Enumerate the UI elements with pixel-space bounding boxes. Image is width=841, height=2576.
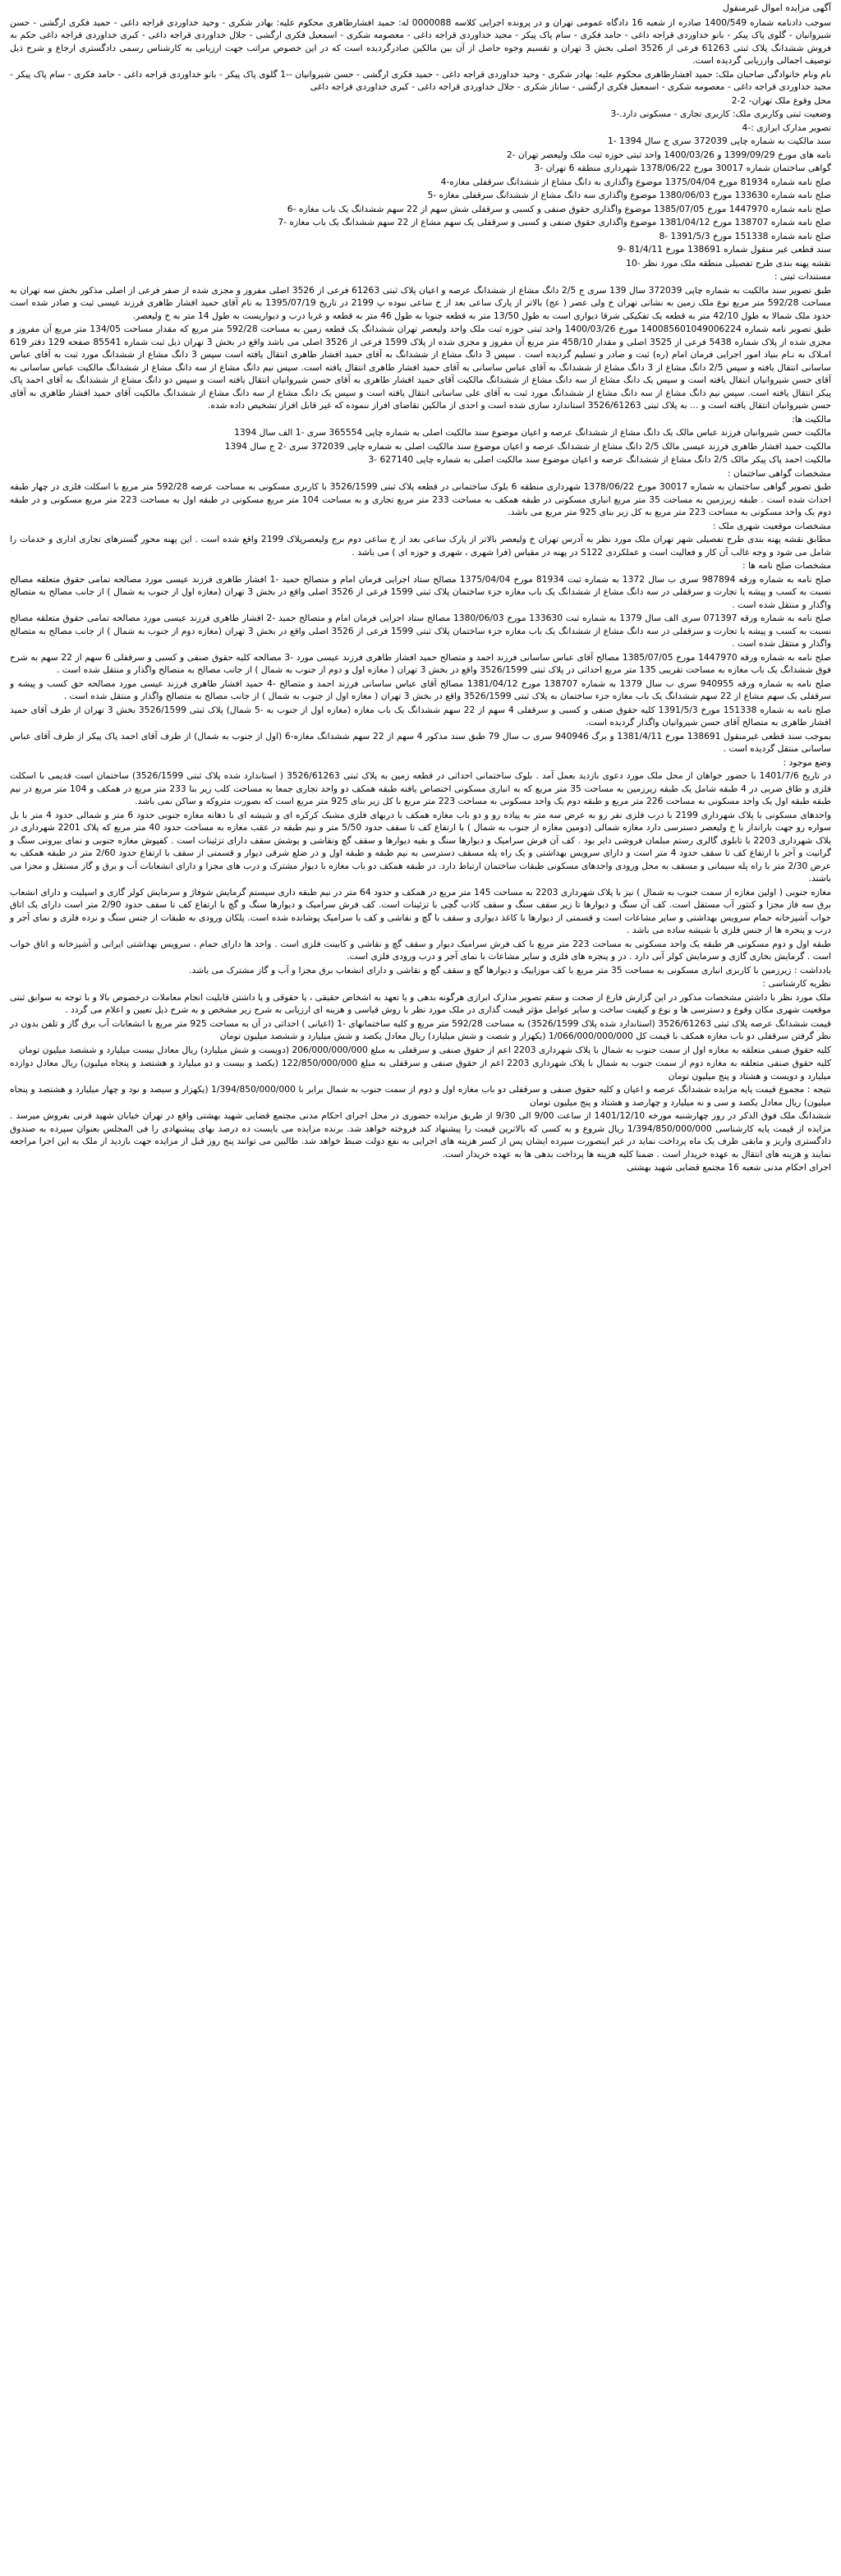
notice-paragraph: مطابق نقشه پهنه بندی طرح تفصیلی شهر تهران ملک مورد نظر به آدرس تهران خ ولیعصر بالاتر از پارک ساعی بعد از خ ساعی دوم برج ولیعصرپلاک 2199 واقع شده است . این پهنه محور گسترهای تجاری اداری و خدمات را شامل می شود و وجه غالب آن کار و فعالیت است و عملکردی S122 در پهنه در مقیاس (فرا شهری ، شهری و حوزه ای ) می باشد .	[10, 534, 831, 558]
notice-paragraph: کلیه حقوق صنفی متعلقه به مغازه دوم از سمت جنوب به شمال با پلاک شهرداری 2203 اعم از حقوق صنفی و سرقفلی به مبلغ 122/850/000/000 (یکصد و بیست و دو میلیارد و هشتصد و پنجاه میلیون) ریال معادل دوازده میلیارد و دویست و هشتاد و پنج میلیون تومان	[10, 1058, 831, 1081]
notice-paragraph: طبقه اول و دوم مسکونی هر طبقه یک واحد مسکونی به مساحت 223 متر مربع با کف فرش سرامیک دیوار و سقف گچ و نقاشی و کابینت فلزی است . واحد ها دارای حمام ، سرویس بهداشتی ایرانی و آشپزخانه و اتاق خواب است . گرمایش بخاری گازی و سرمایش کولر آبی دارد . در و پنجره های فلزی و سایر مشاعات با نمای آجر و درب ورودی فلزی است.	[10, 938, 832, 962]
notice-paragraph: صلح نامه به شماره ورقه 1447970 مورخ 1385/07/05 مصالح آقای عباس ساسانی فرزند احمد و متصالح حمید افشار طاهری فرزند عیسی مورد -3 مصالحه کلیه حقوق صنفی و کسبی و سرقفلی 6 سهم از 22 سهم به شرح فوق ششدانگ یک باب مغازه به مساحت تقریبی 135 متر مربع احداثی در پلاک ثبتی 3526/1599 واقع در بخش 3 تهران ( مغازه اول و دوم از جنوب به شمال ) از جانب مصالح به متصالح واگذار و منتقل شده است .	[10, 651, 832, 675]
notice-paragraph: وضع موجود :	[783, 756, 831, 768]
notice-paragraph: واحدهای مسکونی با پلاک شهرداری 2199 با درب فلزی نفر رو به عرض سه متر به پیاده رو و دو باب مغازه همکف با دربهای فلزی مشبک کرکره ای و شیشه ای با دهانه مغازه جنوبی حدود 6 متر و شمالی حدود 4 متر با بل سواره رو جهت بارانداز با خ ولیعصر دسترسی دارد مغازه شمالی (دومین مغازه از جنوب به شمال ) با ارتفاع کف تا سقف حدود 5/50 متر و نیم طبقه در عقب مغازه به مساحت حدود 40 متر مربع که پلاک 2201 شهرداری در پلاک شهرداری 2203 با تابلوی گالری رستم مبلمان فروشی دایر بود . کف آن فرش سرامیک و دیوارها سنگ و بقیه دیوارها و سقف گچ ونقاشی و پوشش سقف دارای تزئینات است . کفپوش مغازه جنوبی و نمای بیرونی سنگ و گرانیت و آجر با ارتفاع کف تا سقف حدود 4 متر است و دارای سرویس بهداشتی و یک راه پله مسقف دسترسی به نیم طبقه و طبقه اول و در ضلع شرقی دیوار و قسمتی از سقف با ارتفاع حدود 2/60 متر در طبقه همکف به عرض 2/30 متر با راه پله سیمانی و مسقف به محل ورودی واحدهای مسکونی طبقات ساختمان ارتباط دارد. در طبقه همکف دو باب مغازه با دیوار مشترک و درب های مجزا و دارای انشعابات آب و برق و گاز مستقل و مجزا می باشند.	[10, 809, 832, 884]
notice-paragraph: نامه های مورخ 1399/09/29 و 1400/03/26 واحد ثبتی حوزه ثبت ملک ولیعصر تهران -2	[506, 149, 831, 160]
notice-paragraph: صلح نامه شماره 1447970 مورخ 1385/07/05 موضوع واگذاری حقوق صنفی و کسبی و سرقفلی شش سهم از 22 سهم ششدانگ یک باب مغازه -6	[287, 203, 831, 214]
notice-paragraph: طبق تصویر نامه شماره 140085601049006224 مورخ 1400/03/26 واحد ثبتی حوزه ثبت ملک واحد ولیعصر تهران ششدانگ یک قطعه زمین به مساحت 592/28 متر مربع که مقدار مساحت 134/05 متر مربع آن مفروز و مجزی شده از پلاک شماره 5438 فرعی از 3525 اصلی و مقدار 458/10 متر مربع آن مفروز و مجزی شده از پلاک 1599 فرعی از 3526 اصلی می باشد واقع در بخش 3 تهران ذیل ثبت شماره 85541 صفحه 129 دفتر 619 امـلاک به نـام بنیاد امور اجرایی فرمان امام (ره) ثبت و صادر و تسلیم گردیده است . سپس 3 دانگ مشاع از ششدانگ به آقای حمید افشار طاهری انتقال یافته است سپس 3 دانگ مشاع از ششدانگ مورد ثبت به آقای عباس ساسانی انتقال یافته و سپس 2/5 دانگ مشاع از 3 دانگ مشاع از ششدانگ به آقای عباس ساسانی به آقای حمید افشار طاهری انتقال یافته است. سپس نیم دانگ مشاع از سه دانگ مشاع از ششدانگ مالکیت عباس ساسانی به آقای حسن شیروانیان انتقال یافته است و سپس یک دانگ مشاع از سه دانگ مشاع از ششدانگ مالکیت آقای حمید افشار طاهری به آقای حسن شیروانیان انتقال یافته است و سپس دو دانگ مشاع از ششدانگ به آقای احمد پاک پیکر انتقال یافته است. سپس نیم دانگ مشاع از سه دانگ مشاع از ششدانگ مورد ثبت به آقای علی ساسانی انتقال یافته است و سپس یک دانگ مشاع از سه دانگ مشاع از ششدانگ مالکیت آقای حمید افشار طاهری به آقای حسن شیروانیان انتقال یافته است و ... به پلاک ثبتی 3526/61263 استاندارد سازی شده است و احدی از مالکین تقاضای افراز ننموده که غیر قابل افراز تشخیص داده شده.	[10, 324, 832, 411]
notice-paragraph: مشخصات موقعیت شهری ملک :	[712, 520, 831, 531]
notice-paragraph: مشخصات صلح نامه ها :	[742, 560, 831, 571]
notice-paragraph: وضعیت ثبتی وکاربری ملک: کاربری تجاری - مسکونی دارد.-3	[610, 108, 831, 119]
auction-notice-document	[0, 0, 841, 1182]
notice-paragraph: صلح نامه شماره 151338 مورخ 1391/5/3 -8	[659, 230, 831, 241]
notice-paragraph: مالکیت حسن شیروانیان فرزند عباس مالک یک دانگ مشاع از ششدانگ عرصه و اعیان موضوع سند مالکیت اصلی به شماره چاپی 365554 سری -1 الف سال 1394	[234, 427, 831, 438]
notice-paragraph: قیمت ششدانگ عرصه پلاک ثبتی 3526/61263 (استاندارد شده پلاک 3526/1599) به مساحت 592/28 متر مربع و کلیه ساختمانهای -1 (اعیانی ) احداثی در آن به مساحت 925 متر مربع با انشعابات آب برق گاز و تلفن بدون در نظر گرفتن سرقفلی دو باب مغازه همکف با قیمت کل 1/066/000/000/000 (یکهزار و شصت و شش میلیارد) ریال معادل یکصد و شش میلیارد و ششصد میلیون تومان	[10, 1017, 831, 1041]
notice-paragraph: مغازه جنوبی ( اولین مغازه از سمت جنوب به شمال ) نیز با پلاک شهرداری 2203 به مساحت 145 متر مربع در همکف و حدود 64 متر در نیم طبقه داری سیستم گرمایش شوفاژ و سرمایش کولر گازی و اسپلیت و دارای انشعاب برق سه فاز مجزا و کنتور آب مستقل است. کف آن سنگ و دیوارها تا زیر سقف سنگ و سقف کاذب گچی با تزئینات است. کف فرش سرامیک و دیوارها سنگ و گچ با ارتفاع کف تا سقف حدود 2/90 متر است دارای یک اتاق خواب آشپزخانه حمام سرویس بهداشتی و سایر مشاعات است و قسمتی از دیوارها با کاغذ دیواری و سقف با گچ و نقاشی و کف با سرامیک پوشانده شده است. پلکان ورودی به طبقات از جنس سنگ و نرده فلزی و نمای آجر و درب و پنجره ها از جنس فلزی با شیشه ساده می باشد .	[10, 886, 831, 935]
notice-paragraph: نظریه کارشناسی :	[762, 978, 831, 989]
notice-paragraph: بموجب سند قطعی غیرمنقول 138691 مورخ 1381/4/11 و برگ 940946 سری ب سال 79 طبق سند مذکور 4 سهم از 22 سهم ششدانگ مغازه-6 (اول از جنوب به شمال) از طرف آقای احمد پاک پیکر از طرف آقای عباس ساسانی منتقل گردیده است .	[10, 730, 831, 754]
notice-title: آگهی مزایده اموال غیرمنقول	[723, 2, 831, 13]
notice-paragraph: محل وقوع ملک تهران- 2-2	[731, 94, 831, 106]
notice-paragraph: یادداشت : زیرزمین با کاربری انباری مسکونی به مساحت 35 متر مربع با کف موزاییک و دیوارها گچ و سقف گچ و نقاشی و دارای انشعاب برق مجزا و آب و گاز مشترک می باشد.	[189, 964, 831, 976]
notice-paragraph: مالکیت ها:	[792, 413, 831, 425]
notice-paragraph: صلح نامه به شماره ورقه 071397 سری الف سال 1379 به شماره ثبت 133630 مورخ 1380/06/03 مصالح ستاد اجرایی فرمان امام و متصالح حمید -2 افشار طاهری فرزند عیسی مورد مصالحه تمامی حقوق متعلقه مصالح نسبت به کسب و پیشه یا تجارت و سرقفلی در سه دانگ مشاع از ششدانگ یک باب مغازه جزء ساختمان پلاک ثبتی 1599 فرعی از 3526 اصلی واقع در بخش 3 تهران (مغازه دوم از جنوب به شمال ) از جانب مصالح به متصالح واگذار و منتقل شده است .	[10, 613, 832, 649]
notice-paragraph: صلح نامه شماره 81934 مورخ 1375/04/04 موضوع واگذاری به دانگ مشاع از ششدانگ سرقفلی مغازه-4	[440, 176, 831, 187]
notice-paragraph: مالکیت احمد پاک پیکر مالک 2/5 دانگ مشاع از ششدانگ عرصه و اعیان موضوع سند مالکیت اصلی به شماره چاپی 627140 -3	[368, 454, 831, 465]
notice-paragraph: صلح نامه شماره 133630 مورخ 1380/06/03 موضوع واگذاری سه دانگ مشاع از ششدانگ سرقفلی مغازه -5	[427, 190, 831, 200]
notice-paragraph: سند قطعی غیر منقول شماره 138691 مورخ 81/4/11 -9	[617, 244, 831, 255]
notice-paragraph: سند مالکیت به شماره چاپی 372039 سری ج سال 1394 -1	[607, 135, 831, 146]
notice-paragraph: نام ونام خانوادگی صاحبان ملک: حمید افشارطاهری محکوم علیه: بهادر شکری - وحید خداوردی قراجه داغی - حمید فکری ارگشی - حسن شیروانیان --1 گلوی پاک پیکر - بانو خداوردی قراجه داغی - حامد فکری - سام پاک پیکر - مجید خداوردی قراجه داغی - معصومه شکری - اسمعیل فکری ارگشی - ساناز شکری - جلال خداوردی قراجه داغی - کبری خداوردی قراجه داغی	[10, 68, 831, 92]
notice-paragraph: نتیجه : مجموع قیمت پایه مزایده ششدانگ عرصه و اعیان و کلیه حقوق صنفی و سرقفلی دو باب مغازه اول و دوم از سمت جنوب به شمال برابر با 1/394/850/000/000 (یکهزار و سیصد و نود و چهار میلیارد و هشتصد و پنجاه میلیون) ریال معادل یکصد و سی و نه میلیارد و چهارصد و هشتاد و پنج میلیون تومان	[10, 1084, 831, 1108]
notice-paragraph: ملک مورد نظر با داشتن مشخصات مذکور در این گزارش فارغ از صحت و سقم تصویر مدارک ابرازی هرگونه بدهی و یا تعهد به اشخاص حقیقی ، یا حقوقی و یا داشتن قابلیت انجام معاملات درخصوص بالا و با توجه به سوابق ثبتی موقعیت شهری مکان وقوع و دسترسی ها و نوع و کیفیت ساخت و سایر عوامل مؤثر قیمت گذاری در ملک مورد نظر با روش قیاسی و هزینه ای ارزیابی به شرح زیر مشخص و به شرح ذیل تعیین و اعلام می گردد .	[10, 991, 831, 1015]
notice-paragraph: گواهی ساختمان شماره 30017 مورخ 1378/06/22 شهرداری منطقه 6 تهران -3	[534, 163, 831, 173]
notice-paragraph: در تاریخ 1401/7/6 با حضور خواهان از محل ملک مورد دعوی بازدید بعمل آمد . بلوک ساختمانی احداثی در قطعه زمین به پلاک ثبتی 3526/61263 ( استاندارد شده پلاک ثبتی 3526/1599) ساختمان است قدیمی با اسکلت فلزی و طاق ضربی در 4 طبقه شامل یک طبقه زیرزمین به مساحت 35 متر مربع که به انباری مسکونی اختصاص یافته طبقه همکف دو واحد تجاری جمعا به مساحت کلب زیر بنا 233 متر مربع در همکف و 104 متر مربع در نیم طبقه طبقه اول یک واحد مسکونی به مساحت 226 متر مربع و طبقه دوم یک واحد مسکونی به مساحت 223 متر مربع با کل زیر بنای 925 متر مربع است که بصورت متروکه و ساکن نمی باشد.	[10, 770, 832, 806]
notice-paragraph: مالکیت حمید افشار طاهری فرزند عیسی مالک 2/5 دانگ مشاع از ششدانگ عرصه و اعیان موضوع سند مالکیت اصلی به شماره چاپی 372039 سری -2 ج سال 1394	[224, 440, 831, 452]
notice-paragraph: تصویر مدارک ابرازی :-4	[742, 122, 831, 133]
notice-paragraph: ششدانگ ملک فوق الذکر در روز چهارشنبه مورخه 1401/12/10 از ساعت 9/00 الی 9/30 از طریق مزایده حضوری در محل اجرای احکام مدنی مجتمع قضایی شهید بهشتی واقع در تهران خیابان شهید قرنی بفروش میرسد . مزایده از قیمت پایه کارشناسی 1/394/850/000/000 ریال شروع و به کسی که بالاترین قیمت را پیشنهاد کند فروخته خواهد شد. برنده مزایده می بایست ده درصد بهای پیشنهادی را فی المجلس بعنوان سپرده به صندوق دادگستری واریز و مابقی ظرف یک ماه پرداخت نماید در غیر اینصورت سپرده ایشان پس از کسر هزینه های اجرایی به نفع دولت ضبط خواهد شد. طالبین می توانند پنج روز قبل از مزایده جهت بازدید از ملک به این اجرا مراجعه نمایند و هزینه های انتقال به عهده خریدار است . ضمنا کلیه هزینه ها پرداخت بدهی ها به عهده خریدار است.	[10, 1110, 832, 1159]
notice-paragraph: مستندات ثبتی :	[774, 271, 831, 282]
notice-paragraph: صلح نامه به شماره 151338 مورخ 1391/5/3 کلیه حقوق صنفی و کسبی و سرقفلی 4 سهم از 22 سهم ششدانگ یک باب مغازه (مغازه اول از جنوب به -5 شمال) پلاک ثبتی 3526/1599 بخش 3 تهران از طرف آقای حمید افشار طاهری به متصالح آقای حسن شیروانیان واگذار گردیده است.	[10, 704, 832, 728]
notice-body	[10, 16, 831, 1174]
notice-paragraph: طبق تصویر گواهی ساختمان به شماره 30017 مورخ 1378/06/22 شهرداری منطقه 6 بلوک ساختمانی در قطعه پلاک ثبتی 3526/1599 با کاربری مسکونی به مساحت عرصه 592/28 متر مربع با اسکلت فلزی در چهار طبقه احداث شده است . طبقه زیرزمین به مساحت 35 متر مربع انباری مسکونی در طبقه همکف به مساحت 233 متر مربع تجاری و به مساحت 104 متر مربع مسکونی در طبقه اول به مساحت 223 متر مربع مسکونی و در طبقه دوم یک واحد مسکونی به مساحت 223 متر مربع به کل زیر بنای 925 متر مربع می باشد.	[10, 481, 832, 517]
notice-paragraph: مشخصات گواهی ساختمان :	[728, 467, 831, 479]
notice-paragraph: سوجب دادنامه شماره 1400/549 صادره از شعبه 16 دادگاه عمومی تهران و در پرونده اجرایی کلاسه 0000088 له: حمید افشارطاهری محکوم علیه: بهادر شکری - وحید خداوردی قراجه داغی - حمید فکری ارگشی - حسن شیروانیان - گلوی پاک پیکر - بانو خداوردی قراجه داغی - حامد فکری - سام پاک پیکر - مجید خداوردی قراجه داغی - معصومه شکری - اسمعیل فکری ارگشی - جلال خداوردی قراجه داغی - کبری خداوردی قراجه داغی حکم به فروش ششدانگ پلاک ثبتی 61263 فرعی از 3526 اصلی بخش 3 تهران و تقسیم وجوه حاصل از آن بین مالکین صادرگردیده است که در این خصوص مراتب جهت ارزیابی به کارشناس رسمی دادگستری ارجاع و شرح ذیل توصیف اجمالی وارزیابی گردیده است.	[10, 16, 832, 66]
notice-paragraph: صلح نامه به شماره ورقه 987894 سری ب سال 1372 به شماره ثبت 81934 مورخ 1375/04/04 مصالح ستاد اجرایی فرمان امام و متصالح حمید -1 افشار طاهری فرزند عیسی مورد مصالحه تمامی حقوق متعلقه مصالح نسبت به کسب و پیشه یا تجارت و سرقفلی در سه دانگ مشاع از ششدانگ یک باب مغازه جزء ساختمان پلاک ثبتی 1599 فرعی از 3526 اصلی واقع در بخش 3 تهران (مغازه اول از جنوب به شمال ) از جانب مصالح به متصالح واگذار و منتقل شده است .	[10, 573, 832, 610]
notice-paragraph: صلح نامه به شماره ورقه 940955 سری ب سال 1379 به شماره 138707 مورخ 1381/04/12 مصالح آقای عباس ساسانی فرزند احمد و متصالح -4 حمید افشار طاهری فرزند عیسی مورد مصالحه حق کسب و پیشه و سرقفلی یک سهم مشاع از 22 سهم ششدانگ یک باب مغازه جزء ساختمان به پلاک ثبتی 3526/1599 واقع در بخش 3 تهران ( مغازه اول از جنوب به شمال ) از جانب مصالح به متصالح واگذار و منتقل شده است .	[10, 677, 831, 701]
notice-paragraph: صلح نامه شماره 138707 مورخ 1381/04/12 موضوع واگذاری حقوق صنفی و کسبی و سرقفلی یک سهم مشاع از 22 سهم ششدانگ یک باب مغازه -7	[278, 217, 831, 227]
notice-paragraph: کلیه حقوق صنفی متعلقه به مغازه اول از سمت جنوب به شمال با پلاک شهرداری 2203 اعم از حقوق صنفی و سرقفلی به مبلغ 206/000/000/000 (دویست و شش میلیارد) ریال معادل بیست میلیارد و ششصد میلیون تومان	[18, 1044, 831, 1055]
notice-paragraph: نقشه پهنه بندی طرح تفصیلی منطقه ملک مورد نظر -10	[626, 257, 831, 269]
notice-paragraph: طبق تصویر سند مالکیت به شماره چاپی 372039 سال 139 سری ج 2/5 دانگ مشاع از ششدانگ عرصه و اعیان پلاک ثبتی 61263 فرعی از 3526 اصلی مفروز و مجزی شده از صفر فرعی از اصلی مذکور بخش سه تهران به مساحت 592/28 متر مربع نوع ملک زمین به نشانی تهران خ ولی عصر ( عج) بالاتر از پارک ساعی بعد از خ ساعی نبوده پ 2199 در تاریخ 1395/07/19 به نام آقای حمید افشار طاهری فرزند عیسی ثبت و صادر شده است حدود ملک شمالا به طول 42/10 متر به قطعه یک تفکیکی شرقا دیواری است به طول 13/50 متر به قطعه جنوبا به طول 46 متر به قطعه و غربا درب و دیواریست به طول 14 متر به خ ولیعصر.	[10, 284, 832, 321]
notice-paragraph: اجرای احکام مدنی شعبه 16 مجتمع قضایی شهید بهشتی	[627, 1162, 831, 1173]
